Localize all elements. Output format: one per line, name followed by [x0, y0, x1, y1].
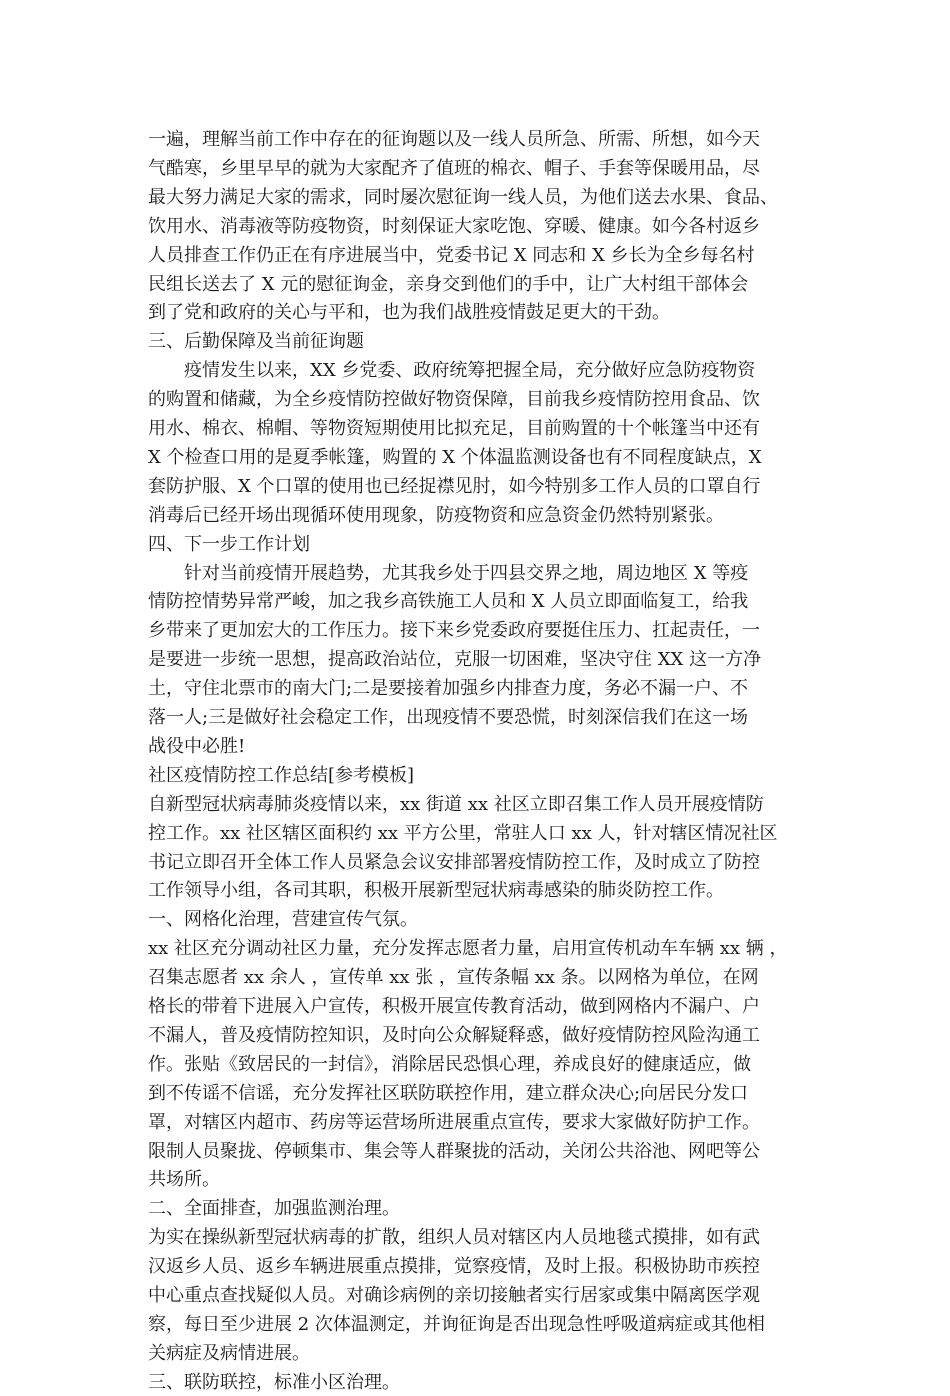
- text-line: 不漏人，普及疫情防控知识，及时向公众解疑释惑，做好疫情防控风险沟通工: [148, 1024, 760, 1046]
- text-line: 控工作。xx 社区辖区面积约 xx 平方公里，常驻人口 xx 人，针对辖区情况社区: [148, 822, 778, 844]
- text-line: 民组长送去了 X 元的慰征询金，亲身交到他们的手中，让广大村组干部体会: [148, 273, 749, 295]
- text-line: 饮用水、消毒液等防疫物资，时刻保证大家吃饱、穿暖、健康。如今各村返乡: [148, 215, 760, 237]
- text-line: 召集志愿者 xx 余人 ，宣传单 xx 张 ，宣传条幅 xx 条。以网格为单位，在网: [148, 967, 759, 989]
- text-line: 的购置和储藏，为全乡疫情防控做好物资保障，目前我乡疫情防控用食品、饮: [148, 389, 760, 411]
- text-line: 书记立即召开全体工作人员紧急会议安排部署疫情防控工作，及时成立了防控: [148, 851, 760, 873]
- text-line: 乡带来了更加宏大的工作压力。接下来乡党委政府要挺住压力、扛起责任，一: [148, 620, 760, 642]
- text-line: 自新型冠状病毒肺炎疫情以来，xx 街道 xx 社区立即召集工作人员开展疫情防: [148, 793, 764, 815]
- text-line: 最大努力满足大家的需求，同时屡次慰征询一线人员，为他们送去水果、食品、: [148, 186, 778, 208]
- text-line: 察，每日至少进展 2 次体温测定，并询征询是否出现急性呼吸道病症或其他相: [148, 1313, 765, 1335]
- text-line: 落一人;三是做好社会稳定工作，出现疫情不要恐慌，时刻深信我们在这一场: [148, 707, 749, 728]
- text-line: 共场所。: [148, 1169, 220, 1191]
- text-line: 三、后勤保障及当前征询题: [148, 331, 364, 353]
- text-line: 工作领导小组，各司其职，积极开展新型冠状病毒感染的肺炎防控工作。: [148, 880, 724, 902]
- text-line: 作。张贴《致居民的一封信》，消除居民恐惧心理，养成良好的健康适应，做: [148, 1053, 751, 1075]
- text-line: 一遍，理解当前工作中存在的征询题以及一线人员所急、所需、所想，如今天: [148, 129, 760, 150]
- text-line: 三、联防联控，标准小区治理。: [148, 1371, 400, 1393]
- text-line: 是要进一步统一思想，提高政治站位，克服一切困难，坚决守住 XX 这一方净: [148, 649, 762, 671]
- text-line: xx 社区充分调动社区力量，充分发挥志愿者力量，启用宣传机动车车辆 xx 辆 ，: [148, 938, 788, 960]
- text-line: 为实在操纵新型冠状病毒的扩散，组织人员对辖区内人员地毯式摸排，如有武: [148, 1227, 760, 1249]
- text-line: X 个检查口用的是夏季帐篷，购置的 X 个体温监测设备也有不同程度缺点，X: [148, 446, 762, 468]
- text-line: 针对当前疫情开展趋势，尤其我乡处于四县交界之地，周边地区 X 等疫: [184, 562, 749, 584]
- text-line: 限制人员聚拢、停顿集市、集会等人群聚拢的活动，关闭公共浴池、网吧等公: [148, 1140, 760, 1162]
- text-line: 社区疫情防控工作总结[参考模板]: [148, 764, 415, 786]
- text-line: 罩，对辖区内超市、药房等运营场所进展重点宣传，要求大家做好防护工作。: [148, 1111, 760, 1133]
- text-line: 情防控情势异常严峻，加之我乡高铁施工人员和 X 人员立即面临复工，给我: [148, 591, 749, 613]
- text-line: 四、下一步工作计划: [148, 533, 310, 555]
- text-line: 汉返乡人员、返乡车辆进展重点摸排，觉察疫情，及时上报。积极协助市疾控: [148, 1256, 760, 1278]
- text-line: 气酷寒，乡里早早的就为大家配齐了值班的棉衣、帽子、手套等保暖用品，尽: [148, 157, 760, 179]
- text-line: 到不传谣不信谣，充分发挥社区联防联控作用，建立群众决心;向居民分发口: [148, 1082, 749, 1104]
- text-line: 格长的带着下进展入户宣传，积极开展宣传教育活动，做到网格内不漏户、户: [148, 996, 760, 1017]
- text-line: 关病症及病情进展。: [148, 1342, 310, 1364]
- text-line: 人员排查工作仍正在有序进展当中，党委书记 X 同志和 X 乡长为全乡每名村: [148, 244, 755, 266]
- text-line: 中心重点查找疑似人员。对确诊病例的亲切接触者实行居家或集中隔离医学观: [148, 1285, 760, 1306]
- text-line: 二、全面排查，加强监测治理。: [148, 1198, 400, 1220]
- text-line: 土，守住北票市的南大门;二是要接着加强乡内排查力度，务必不漏一户、不: [148, 678, 749, 700]
- text-line: 用水、棉衣、棉帽、等物资短期使用比拟充足，目前购置的十个帐篷当中还有: [148, 418, 760, 439]
- text-line: 战役中必胜!: [148, 735, 246, 757]
- text-line: 到了党和政府的关心与平和，也为我们战胜疫情鼓足更大的干劲。: [148, 302, 670, 324]
- text-line: 一、网格化治理，营建宣传气氛。: [148, 909, 418, 931]
- text-line: 消毒后已经开场出现循环使用现象，防疫物资和应急资金仍然特别紧张。: [148, 504, 724, 526]
- text-line: 套防护服、X 个口罩的使用也已经捉襟见肘，如今特别多工作人员的口罩自行: [148, 475, 761, 497]
- text-line: 疫情发生以来，XX 乡党委、政府统筹把握全局，充分做好应急防疫物资: [184, 360, 756, 382]
